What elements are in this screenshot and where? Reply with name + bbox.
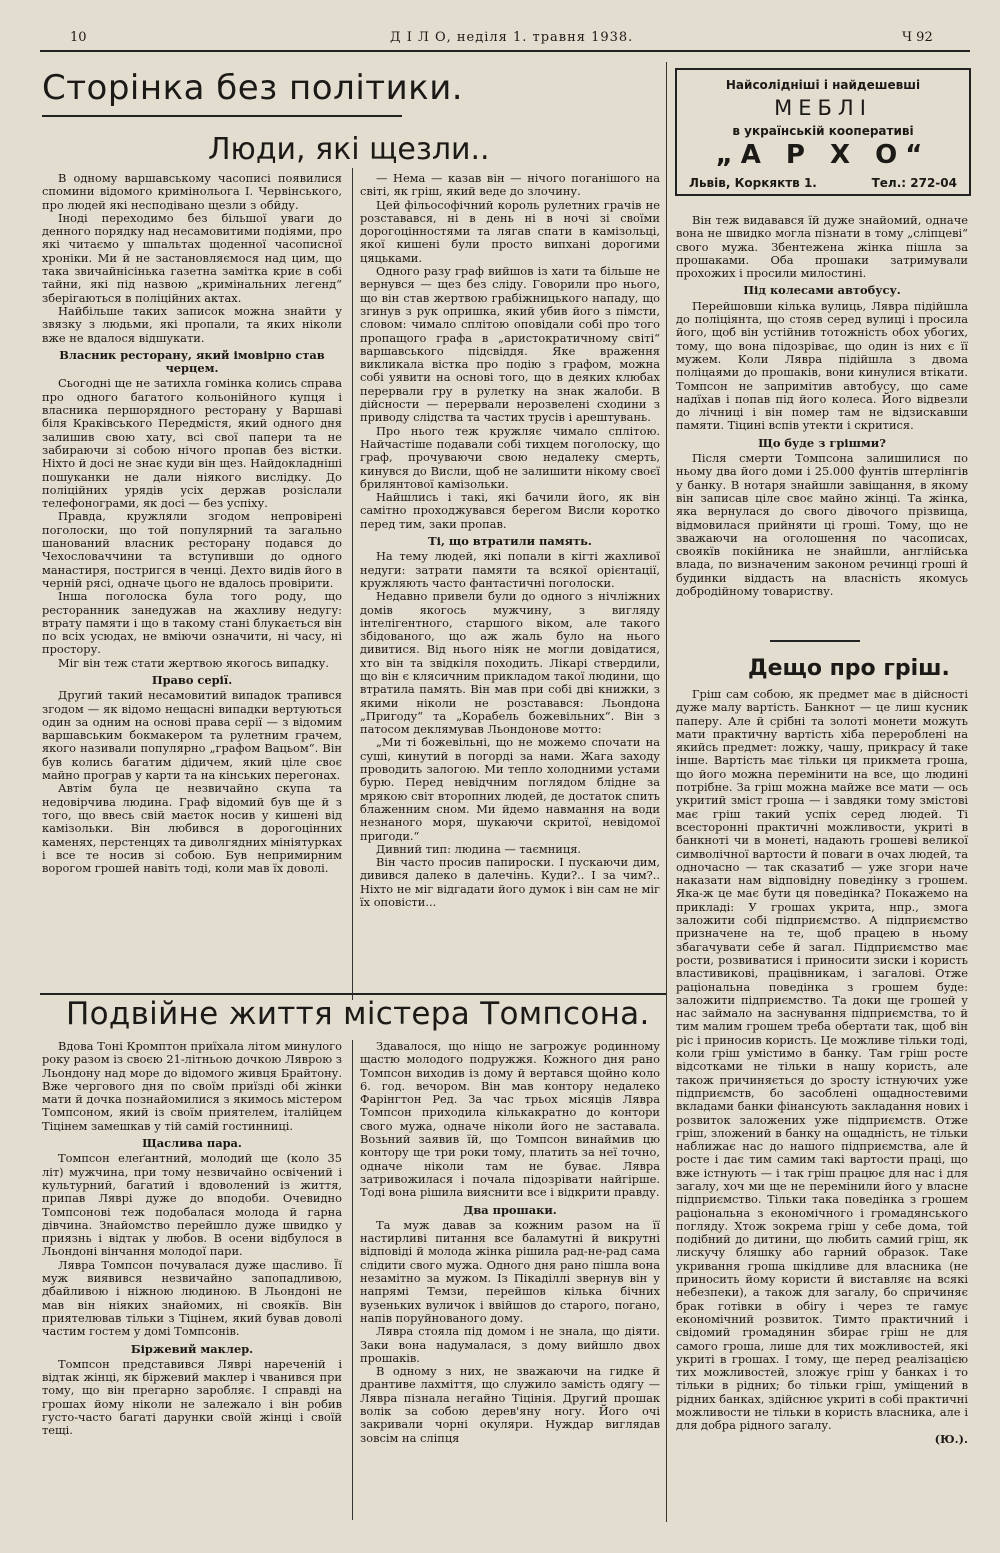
subheading: Право серії. [151, 672, 233, 687]
gris-article [676, 688, 968, 1530]
paragraph: Лявра стояла під домом і не знала, що діяти. Заки вона надумалася, з дому вийшло двох прошаків. [360, 1324, 660, 1365]
section-title: Сторінка без політики. [42, 68, 464, 108]
article1-title: Люди, які щезли.. [208, 132, 490, 167]
paragraph: Вдова Тоні Кромптон приїхала літом минулого року разом із своєю 21-літньою дочкою Ляврою з Льондону над море до відомого живця Брайтону. Вже чергового дня по своїм приїзді обі жінки мати й дочка познайомилися з якимось містером Томпсоном, який із своїм приятелем, італійцем Тіцінем замешкав у тій самій гостинниці. [42, 1040, 342, 1133]
article2-column-2 [360, 1040, 660, 1520]
gris-title: Дещо про гріш. [748, 656, 950, 681]
ad-phone: Тел.: 272-04 [871, 176, 957, 190]
page-header [40, 30, 970, 52]
paragraph: Міг він теж стати жертвою якогось випадку. [58, 655, 329, 670]
column-rule [352, 168, 353, 1000]
ad-furniture: МЕБЛІ [774, 96, 872, 120]
subheading: Два прошаки. [463, 1202, 557, 1217]
subheading: Біржевий маклер. [130, 1341, 254, 1356]
paragraph: Найбільше таких записок можна знайти у звязку з людьми, які пропали, та яких ніколи вже не вдалося відшукати. [42, 303, 342, 345]
subheading: Ті, що втратили память. [428, 534, 592, 549]
paragraph: Правда, кружляли згодом непровірені поголоски, що той популярний та загально шанований власник ресторану подався до Чехословаччини та вступивши до одного манастиря, постригся в ченці. Дехто видів його в черній рясі, одначе цього не вдалось провірити. [42, 509, 342, 590]
article2-column-1 [42, 1040, 342, 1520]
paragraph: В одному з них, не зважаючи на гидке й дрантиве лахміття, що служило замість одягу — Лявра пізнала негайно Тіцінія. Другий прошак волік за собою дерев'яну ногу. Його очі закривали чорні окуляри. Нуждар виглядав зовсім на сліпця [360, 1364, 660, 1445]
paragraph: Він часто просив папироски. І пускаючи дим, дивився далеко в далечінь. Куди?.. І за чим?.. Ніхто не міг відгадати його думок і він сам не міг їх оповісти... [360, 855, 660, 910]
paragraph: Другий такий несамовитий випадок трапився згодом — як відомо нещасні випадки вертуються один за одним на основі права серії — з відомим варшавським бокмакером та рулетним грачем, якого називали популярно „графом Вацьом“. Він був колись багатим дідичем, який ціле своє майно програв у карти та на кінських перегонах. [42, 688, 342, 783]
subheading: Власник ресторану, який імовірно став черцем. [59, 347, 325, 376]
paragraph: Цей фільософічний король рулетних грачів не розставався, ні в день ні в ночі зі своїми дорогоцінностями та лягав спати в камізольці, якої кишені були просто випхані дорогими цяцьками. [360, 197, 660, 265]
column-rule [352, 1040, 353, 1520]
paragraph: Та муж давав за кожним разом на її настирливі питання все баламутні й викрутні відповіді й молода жінка рішила рад-не-рад сама слідити свого мужа. Одного дня рано пішла вона незамітно за мужом. Із Пікаділлі звернув він у напрямі Темзи, перейшов кілька бічних вузеньких вуличок і ввійшов до старого, погано, напів поруйнованого дому. [360, 1217, 660, 1325]
section-title-rule [42, 115, 402, 117]
paragraph: Здавалося, що ніщо не загрожує родинному щастю молодого подружжя. Кожного дня рано Томпсон виходив із дому й вертався щойно коло 6. год. вечором. Він мав контору недалеко Фарінгтон Ред. За час трьох місяців Лявра Томпсон приходила кількакратно до контори свого мужа, одначе ніколи його не заставала. Возьний заявив їй, що Томпсон винаймив цю контору ще три роки тому, платить за неї точно, одначе ніколи там не буває. Лявра затривожилася і почала підозрівати найгірше. Тоді вона рішила вияснити все і відкрити правду. [360, 1040, 660, 1200]
separator-rule [770, 640, 860, 642]
ad-cooperative: в українській кооперативі [732, 124, 914, 138]
thompson-continuation [676, 214, 968, 644]
ad-tagline: Найсолідніші і найдешевші [725, 78, 921, 92]
paragraph: Недавно привели були до одного з нічліжних домів якогось мужчину, з вигляду інтелігентного, старшого віком, але такого збідованого, що аж жаль було на нього дивитися. Від нього ніяк не могли довідатися, хто він та звідкіля походить. Лікарі ствердили, що він є клясичним прикладом такої людини, що втратила память. Він мав при собі дві книжки, з якими ніколи не розставався: Льондона „Пригоду“ та „Корабель божевільних“. Він з патосом деклямував Льондонове мотто: [360, 589, 660, 737]
column-rule [666, 62, 667, 1522]
paragraph: Сьогодні ще не затихла гомінка колись справа про одного багатого кольонійного купця і власника першорядного ресторану у Варшаві біля Краківського Передмістя, який одного дня залишив свою хату, всі свої папери та не забираючи зі собою нічого пропав без вістки. Ніхто й досі не знає куди він щез. Найдокладніші пошуканки не дали ніякого вислідку. До поліційних урядів усіх держав розіслали телефонограми, як досі — без успіху. [42, 376, 342, 511]
paragraph: Автім була це незвичайно скупа та недовірчива людина. Граф відомий був ще й з того, що ввесь свій маєток носив у кишені від камізольки. Він любився в дорогоцінних каменях, перстенцях та диволгядних мініятурках і все те носив зі собою. Був непримирним ворогом грошей навіть тоді, коли мав їх доволі. [42, 781, 342, 876]
article-divider [40, 993, 666, 995]
paragraph: На тему людей, які попали в кігті жахливої недуги: затрати памяти та всякої орієнтації, кружляють часто фантастичні поголоски. [360, 549, 660, 590]
paragraph: Інша поголоска була того роду, що ресторанник занедужав на жахливу недугу: втрату памяти і що в такому стані блукається він по всіх усюдах, не вміючи означити, ні часу, ні простору. [42, 589, 342, 657]
paragraph: Іноді переходимо без більшої уваги до денного порядку над несамовитими подіями, про які читаємо у шпальтах щоденної часописної хроніки. Ми й не застановляємося над цим, що така звичайнісінька газетна замітка криє в собі тайни, які під назвою „кримінальних легенд“ зберігаються в поліційних актах. [42, 210, 342, 305]
paragraph: Лявра Томпсон почувалася дуже щасливо. Її муж виявився незвичайно запопадливою, дбайливою і ніжною людиною. В Льондоні не мав він ніяких знайомих, ні своякїв. Він приятелював тільки з Тіцінем, який бував доволі частим гостем у домі Томпсонів. [42, 1257, 342, 1339]
paragraph: Найшлись і такі, які бачили його, як він самітно проходжувався берегом Висли коротко перед тим, заки пропав. [360, 490, 660, 531]
quotation: „Ми ті божевільні, що не можемо спочати на суші, кинутий в погорді за нами. Жага заходу проводить залогою. Ми тепло холодними устами бурю. Перед невідчним поглядом блідне за мрякою світ второпних людей, де достаток спить блаженним сном. Ми йдемо навмання на води незнаного моря, шукаючи скритої, невідомої пригоди.“ [360, 735, 660, 843]
subheading: Щаслива пара. [142, 1136, 242, 1151]
article1-column-1 [42, 172, 342, 1000]
paragraph: Він теж видавався їй дуже знайомий, одначе вона не швидко могла пізнати в тому „сліпцеві“ свого мужа. Збентежена жінка пішла за прошаками. Оба прошаки затримували прохожих і просили милостині. [676, 214, 968, 281]
paragraph: Перейшовши кілька вулиць, Лявра підійшла до поліціянта, що стояв серед вулиці і просила його, щоб він устійнив тотожність обох убогих, тому, що вона підозріває, що один із них є її мужем. Коли Лявра підійшла з двома поліцаями до прошаків, вони кинулися втікати. Томпсон не запримітив автобусу, що саме надїхав і попав під його колеса. Його відвезли до лічниці і він помер там не відзискавши памяти. Тіцині вспів утекти і скритися. [676, 298, 968, 433]
paragraph: Томпсон представився Лявpi нареченій і відтак жінці, як біржевий маклер і чванився при тому, що він прегарно заробляє. І справді на грошах йому ніколи не залежало і він робив густо-часто багаті дарунки своїй жінці і своїй тещі. [42, 1356, 342, 1438]
paragraph: Одного разу граф вийшов із хати та більше не вернувся — щез без сліду. Говорили про нього, що він став жертвою грабіжницького нападу, що згинув з рук опришка, який убив його з пімсти, словом: чимало сплітою оповідали собі про того пропащого графа в „аристократичному світі“ варшавського підсвіддя. Яке враження викликала вістка про подію з графом, можна собі уявити на основі того, що в деяких клюбах перервали гру в рулетку на знак жалоби. В дійсности — перервали нерозвелені сходини з приводу слідства та частих трусів і арештувань. [360, 264, 660, 425]
subheading: Під колесами автобусу. [743, 283, 901, 298]
article2-title: Подвійне життя містера Томпсона. [66, 996, 650, 1032]
subheading: Що буде з грішми? [758, 435, 886, 450]
paragraph: Дивний тип: людина — таємниця. [376, 841, 582, 856]
header-rule [40, 50, 970, 52]
issue-number: Ч 92 [902, 30, 933, 45]
ad-address: Львів, Коркяктв 1. [689, 176, 817, 190]
paragraph: — Нема — казав він — нічого поганішого на світі, як гріш, який веде до злочину. [360, 172, 660, 199]
furniture-advertisement [675, 68, 971, 196]
paragraph: В одному варшавському часописі появилися спомини відомого кримінольога І. Червінського, про людей які несподівано щезли з обйду. [42, 172, 342, 212]
paragraph: Томпсон елеґантний, молодий ще (коло 35 літ) мужчина, при тому незвичайно освічений і культурний, багатий і вдоволений із життя, припав Лявpi дуже до вподоби. Очевидно Томпсонові теж подобалася молода й гарна дівчина. Знайомство перейшло дуже швидко у приязнь і відтак у любов. В осени відбулося в Льондоні вінчання молодої пари. [42, 1151, 342, 1259]
page-number: 10 [70, 30, 87, 45]
paragraph: Про нього теж кружляє чимало сплітою. Найчастіше подавали собі тихцем поголоску, що граф, прочуваючи свою недалеку смерть, кинувся до Висли, щоб не залишити нікому своєї брилянтової камізольки. [360, 423, 660, 491]
paragraph: Після смерти Томпсона залишилися по ньому два його доми і 25.000 фунтів штерлінгів у банку. В нотаря знайшли завіщання, в якому він записав ціле своє майно жінці. Та жінка, яка вернулася до свого дівочого прізвища, відмовилася прийняти ці гроші. Тому, що не зважаючи на оголошення по часописах, своякїв покійника не знайшли, англійська влада, по визначеним законом речинці гроші й будинки віддасть на власність якомусь добродійному товариству. [676, 451, 968, 599]
paper-date: Д І Л О, неділя 1. травня 1938. [390, 30, 634, 45]
author-signature: (Ю.). [934, 1431, 968, 1446]
article1-column-2 [360, 172, 660, 1000]
paragraph: Гріш сам собою, як предмет має в дійсності дуже малу вартість. Банкнот — це лиш кусник паперу. Але й срібні та золоті монети можуть мати практичну вартість хіба перероблені на якийсь предмет: ложку, чашу, прикрасу й таке інше. Вартість має тільки ця прикмета гроша, що його можна перемінити на все, що людині потрібне. За гріш можна майже все мати — ось укритий зміст гроша — і завдяки тому змістові має гріш такий успіх серед людей. Ті всесторонні практичні можливости, укриті в банкноті чи в монеті, надають грошеві великої символічної вартости й поваги в очах людей, та одночасно — так сказатиб — уже згори наче наказати нам відповідну поведінку з грошем. Яка-ж це має бути ця поведінка? Покажемо на прикладі: У грошах укрита, нпр., змога заложити собі підприємство. А підприємство призначене на те, щоб працею в ньому збагачувати себе й загал. Підприємство має рости, розвиватися і приносити зиски і користь властивикові, працівникам, і загалові. Отже раціональна поведінка з грошем буде: заложити підприємство. Та доки ще грошей у нас займало на заснування підприємства, то й тим малим грошем треба обертати так, щоб він ріс і приносив користь. Це можливе тільки тоді, коли гріш умістимо в банку. Там гріш росте відсотками не тільки в нашу користь, але також причиняється до зросту істнуючих уже підприємств, бо засоблені ощадностевими вкладами банки фінансують закладання нових і розвиток заложених уже підприємств. Отже гріш, зложений в банку на ощадність, не тільки наближає нас до нашого підприємства, але й росте і дає тим самим такі вартости праці, що вже істнують — і так гріш працює для нас і для загалу, хоч ми ще не перемінили його у власне підприємство. Тільки така поведінка з грошем раціональна з економічного і громадянського погляду. Хтож зокрема гріш у себе дома, той подібний до дитини, що любить самий гріш, як лискучу бляшку або гарний образок. Таке укривання гроша шкідливе для власника (не приносить йому користи й виставляє на всякі небезпеки), а також для загалу, бо спричиняє брак готівки в обігу і через те гамує економічний розвиток. Тимто практичний і свідомий громадянин збирає гріш не для самого гроша, лише для тих можливостей, які укриті в грошах. І тому, ще перед реалізацією тих можливостей, зложує гріш у банках і то тільки в рідних; бо тільки гріш, уміщений в рідних банках, здійснює укриті в собі практичні можливости не тільки в користь власника, але і для добра рідного загалу. [676, 688, 968, 1433]
ad-brand: „А Р Х О“ [715, 140, 931, 170]
